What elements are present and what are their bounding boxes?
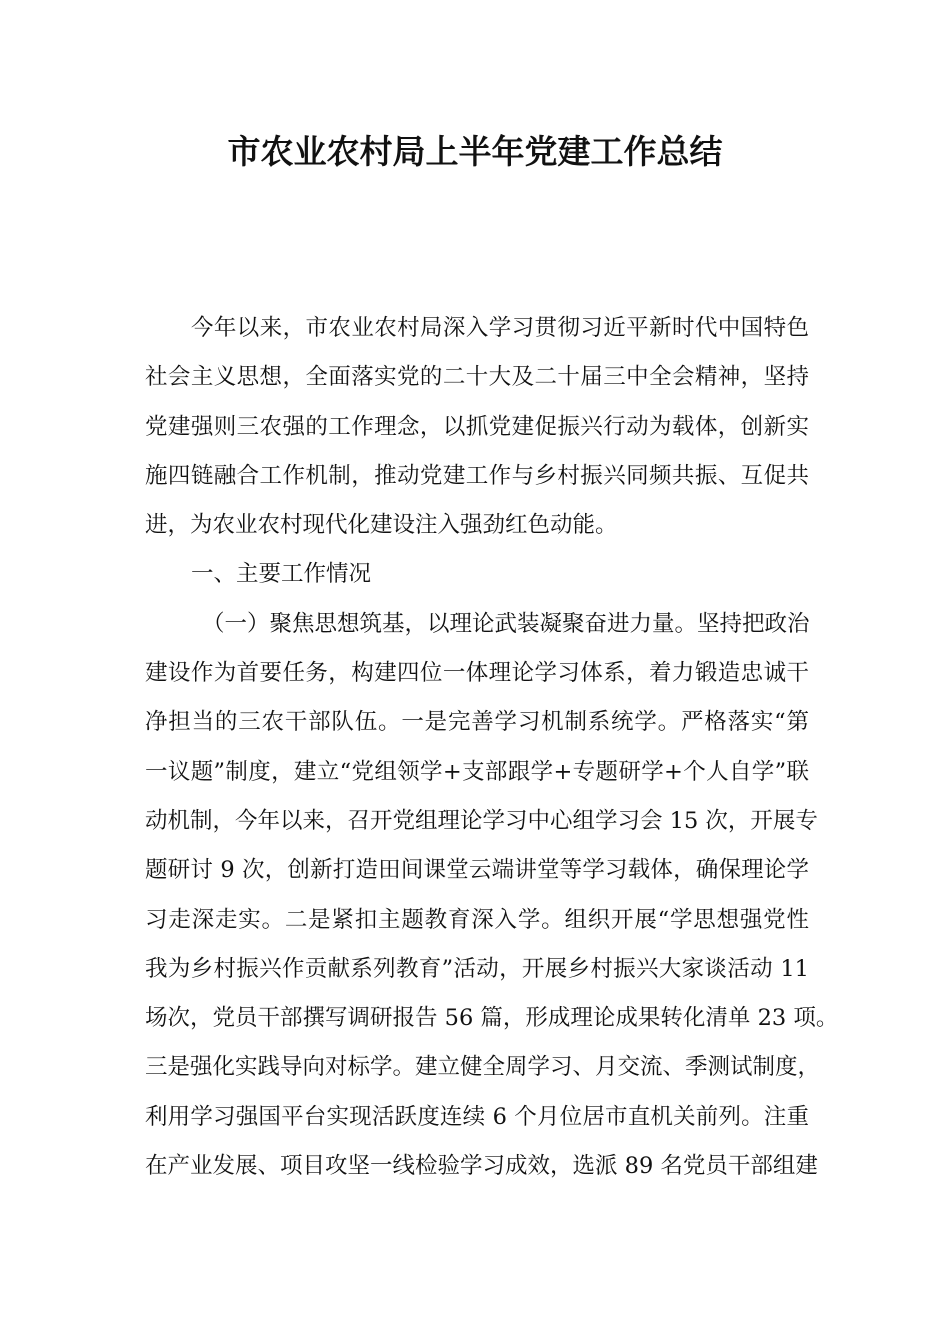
paragraph-line: 习走深走实。二是紧扣主题教育深入学。组织开展“学思想强党性 (145, 906, 809, 933)
paragraph-line: 我为乡村振兴作贡献系列教育”活动，开展乡村振兴大家谈活动 11 (145, 955, 809, 982)
paragraph-line: 在产业发展、项目攻坚一线检验学习成效，选派 89 名党员干部组建 (145, 1153, 818, 1180)
document-title: 市农业农村局上半年党建工作总结 (227, 132, 723, 171)
paragraph-line: 党建强则三农强的工作理念，以抓党建促振兴行动为载体，创新实 (145, 413, 809, 440)
paragraph-line: 施四链融合工作机制，推动党建工作与乡村振兴同频共振、互促共 (145, 462, 809, 489)
paragraph-line: 今年以来，市农业农村局深入学习贯彻习近平新时代中国特色 (191, 315, 809, 341)
paragraph-line: （一）聚焦思想筑基，以理论武装凝聚奋进力量。坚持把政治 (202, 610, 810, 637)
document-body (145, 304, 839, 1191)
paragraph-line: 建设作为首要任务，构建四位一体理论学习体系，着力锻造忠诚干 (145, 660, 809, 687)
paragraph-line: 净担当的三农干部队伍。一是完善学习机制系统学。严格落实“第 (145, 709, 809, 736)
paragraph-line: 进，为农业农村现代化建设注入强劲红色动能。 (145, 512, 618, 539)
paragraph-line: 利用学习强国平台实现活跃度连续 6 个月位居市直机关前列。注重 (145, 1103, 809, 1130)
paragraph-line: 动机制，今年以来，召开党组理论学习中心组学习会 15 次，开展专 (145, 807, 818, 834)
section-heading: 一、主要工作情况 (191, 561, 372, 588)
paragraph-line: 一议题”制度，建立“党组领学+支部跟学+专题研学+个人自学”联 (145, 758, 809, 785)
paragraph-line: 题研讨 9 次，创新打造田间课堂云端讲堂等学习载体，确保理论学 (145, 857, 809, 884)
paragraph-line: 三是强化实践导向对标学。建立健全周学习、月交流、季测试制度， (145, 1054, 821, 1081)
paragraph-line: 场次，党员干部撰写调研报告 56 篇，形成理论成果转化清单 23 项。 (145, 1005, 839, 1032)
paragraph-line: 社会主义思想，全面落实党的二十大及二十届三中全会精神，坚持 (145, 364, 809, 391)
